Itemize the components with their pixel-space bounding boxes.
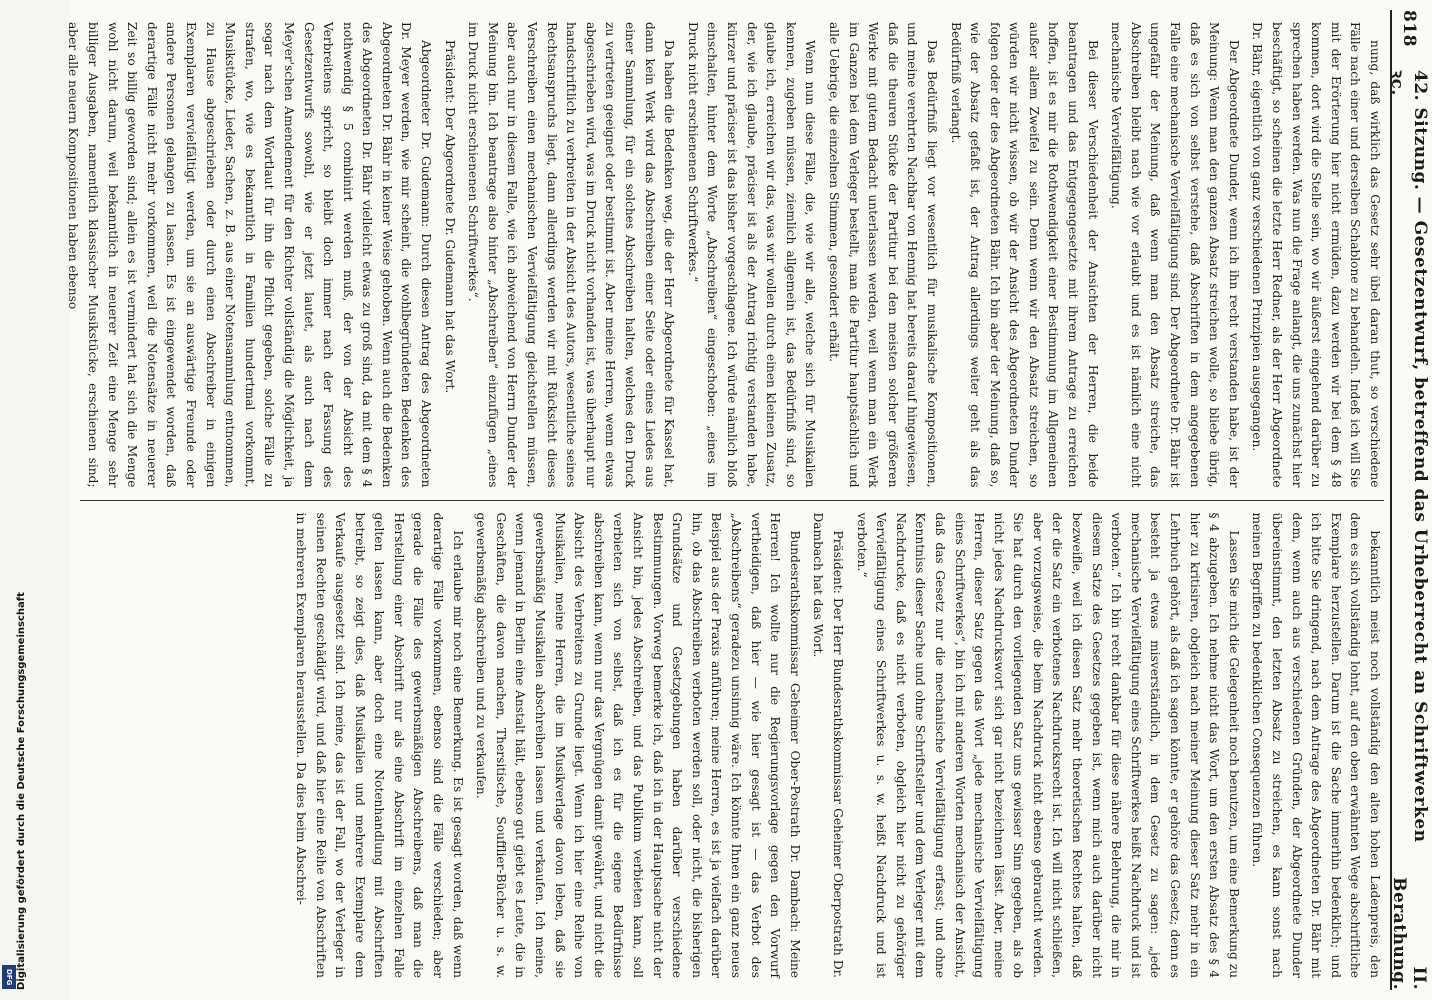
part-label: II. Berathung. <box>1389 877 1429 990</box>
text-columns <box>66 10 1384 990</box>
paragraph: Da haben die Bedenken weg, die der Herr Abgeordnete für Kassel hat, dann kein Werk wird das Abschreiben einer Seite oder eines Liedes aus einer Sammlung, für ein solches Abschreiben halten, welches den Druck zu vertreten geeignet oder bestimmt ist. Aber meine Herren, wenn etwas abgeschrieben wird, was im Druck nicht vorhanden ist, was überhaupt nur handschriftlich zu verbreiten in der Absicht des Autors, wesentliche seines Rechtsanspruchs liegt, dann allerdings werden wir mit Rücksicht dieses Verschreiben einen mechanischen Vervielfältigung gleichstellen müssen, aber auch nur in diesem Falle, wie ich abweichend von Herrn Dunder der Meinung bin. Ich beantrage also hinter „Abschreiben“ einzufügen „eines im Druck nicht erschienenen Schriftwerkes“. <box>466 22 677 488</box>
paragraph: Bundesrathskommissar Geheimer Ober-Postrath Dr. Dambach: Meine Herren! Ich wollte nur die Regierungsvorlage gegen den Vorwurf vertheidigen, daß hier — wie hier gesagt ist — das Verbot des „Abschreibens“ geradezu unsinnig wäre. Ich könnte Ihnen ein ganz neues Beispiel aus der Praxis anführen; meine Herren, es ist ja vielfach darüber hin, ob das Abschreiben verboten werden soll, oder nicht, die bisherigen Grundsätze und Gesetzgebungen haben darüber verschiedene Bestimmungen. Vorweg bemerke ich, daß ich in der Hauptsache nicht der Ansicht bin, jedes Abschreiben, und das Publikum verbieten kann, soll verbieten sich von selbst, daß ich es für die eigene Bedürfnisse abschreiben kann, wenn nur das Vergnügen damit gewährt, und nicht die Absicht des Verbreitens zu Grunde liegt. Wenn ich hier eine Reihe von Musikalien, meine Herren, die im Musikverlage davon leben, daß sie gewerbsmäßig Musikalien abschreiben lassen und verkaufen. Ich meine, wenn jemand in Berlin eine Anstalt hält, ebenso gut giebt es Leute, die in Geschäften, die davon machen, Thersitische, Soufflier-Bücher u. s. w. gewerbsmäßig abschreiben und zu verkaufen. <box>474 512 802 978</box>
dfg-logo: DFG <box>2 965 16 989</box>
paragraph: Präsident: Der Abgeordnete Dr. Gudemann hat das Wort. <box>442 40 457 394</box>
paragraph: Das Bedürfniß liegt vor wesentlich für musikalische Kompositionen, und meine verehrten Nachbar von Hennig hat bereits darauf hingewiesen, daß die theuren Stücke der Partitur bei den meisten solcher größeren Werke mit gutem Bedacht unterlassen werden, weil wenn man ein Werk im Ganzen bei dem Verleger bestellt, man die Partitur hauptsächlich und alle Uebrige, die einzelnen Stimmen, gesondert erhält. <box>826 22 939 488</box>
paragraph: Der Abgeordnete Dunder, wenn ich ihn recht verstanden habe, ist der Meinung: Wenn man den ganzen Absatz streichen wolle, so bliebe übrig, daß es sich von selbst verstehe, daß Abschriften in dem angegebenen Falle eine mechanische Vervielfältigung sind. Der Abgeordnete Dr. Bähr ist ungefähr der Meinung, daß wenn man den Absatz streiche, das Abschreiben bleibt nach wie vor erlaubt und es ist nämlich eine nicht mechanische Vervielfältigung. <box>1109 22 1241 488</box>
page-number: 818 <box>1399 10 1419 47</box>
paragraph: Wenn nun diese Fälle, die, wie wir alle, welche sich für Musikalien kennen, zugeben müssen, ziemlich allgemein ist, das Bedürfniß sind, so glaube ich, erreichen wir das, was wir wollen durch einen kleinen Zusatz, der, wie ich glaube, präciser ist als der Antrag richtig verstanden habe, kürzer und präciser ist das bisher vorgeschlagene. Ich würde nämlich bloß einschalten, hinter dem Worte „Abschreiben“ eingeschoben: „eines im Druck nicht erschienenen Schriftwerkes.“ <box>685 22 818 488</box>
document-page <box>66 0 1432 1000</box>
credit-note <box>2 592 27 990</box>
credit-text: Digitalisierung gefördert durch die Deutsche Forschungsgemeinschaft <box>16 592 27 990</box>
left-column <box>66 10 1384 501</box>
paragraph: nung, daß wirklich das Gesetz sehr übel daran thut, so verschiedene Fälle nach einer und derselben Schablone zu behandeln. Indeß ich will Sie mit der Erörterung hier nicht ermüden, dazu werden wir bei dem § 48 kommen, dort wird die Stelle sein, wo wir äußerst eingehend darüber zu sprechen haben werden. Was nun die Frage anlangt, die uns zunächst hier beschäftigt, so scheinen die letzte Herr Redner, als der Herr Abgeordnete Dr. Bähr, eigentlich von ganz verschiedenen Prinzipien ausgegangen. <box>1250 22 1382 488</box>
paragraph: Lassen Sie mich die Gelegenheit noch benutzen, um eine Bemerkung zu § 4 abzugeben. Ich nehme nicht das Wort, um den ersten Absatz des § 4 hier zu kritisiren, obgleich nach meiner Meinung dieser Satz mehr in ein Lehrbuch gehört, als daß ich sagen könnte, er gehöre das Gesetz; denn es besteht ja etwas misverständlich, in dem Gesetz zu sagen: „jede mechanische Vervielfältigung eines Schriftwerkes heißt Nachdruck und ist verboten.“ Ich bin recht dankbar für diese nähere Belehrung, die mir in diesem Satze des Gesetzes gegeben ist, wenn mich auch darüber nicht bezweifle, weil ich diesen Satz mehr theoretischen Rechtes halten, daß der die Satz ein verbotenes Nachdrucksrecht ist. Ich will nicht schließen, aber vorzugsweise, die beim Nachdruck nicht ebenso gebraucht werden. Sie hat durch den vorliegenden Satz uns gewisser Sinn gegeben, als ob nicht jedes Nachdruckswort sich gar nicht bezeichnen lässt. Aber, meine Herren, dieser Satz gegen das Wort „jede mechanische Vervielfältigung eines Schriftwerkes“, bin ich mit anderen Worten mechanisch der Ansicht, daß das Gesetz nur die mechanische Vervielfältigung erfasst; und ohne Kenntniss dieser Sache und ohne Schriftsteller und dem Verleger mit dem Nachdrucke, daß es nicht verboten, obgleich hier nicht zu gehöriger Vervielfältigung eines Schriftwerkes u. s. w. heißt Nachdruck und ist verboten.“ <box>854 512 1241 978</box>
paragraph: Präsident: Der Herr Bundesrathskommissar Geheimer Oberpostrath Dr. Dambach hat das Wort. <box>811 512 845 978</box>
paragraph: Bei dieser Verschiedenheit der Ansichten der Herren, die beide beantragen und das Entgegengesetzte mit ihrem Antrage zu erreichen hoffen, ist es mir die Rothwendigkeit einer Bestimmung im Allgemeinen außer allem Zweifel zu sein. Denn wenn wir den Absatz streichen, so würden wir nicht wissen, ob wir der Ansicht des Abgeordneten Dunder folgen oder der des Abgeordneten Bähr. Ich bin aber der Meinung, daß so, wie der Absatz gefaßt ist, der Antrag allerdings weiter geht als das Bedürfniß verlangt. <box>948 22 1100 488</box>
paragraph: bekanntlich meist noch vollständig den alten hohen Ladenpreis, den dem es sich vollständig lohnt, auf den oben erwähnten Wege abschriftliche Exemplare herzustellen. Darum ist die Sache immerhin bedenklich; und ich bitte Sie dringend, nach dem Antrage des Abgeordneten Dr. Bähr mit dem, wenn auch aus verschiedenen Gründen, der Abgeordnete Dunder übereinstimmt, den letzten Absatz zu streichen, es kann sonst nach meinen Begriffen zu bedenklichen Consequenzen führen. <box>1250 512 1382 978</box>
paragraph: Abgeordneter Dr. Gudemann: Durch diesen Antrag des Abgeordneten Dr. Meyer werden, wie mir scheint, die wohlbegründeten Bedenken des Abgeordneten Dr. Bähr in keiner Weise gehoben. Wenn auch die Bedenken des Abgeordneten Dr. Bähr vielleicht etwas zu groß sind, da mit dem § 4 nothwendig § 5 combinirt werden muß, der von der Absicht des Verbreitens spricht, so bleibt doch immer nach der Fassung des Gesetzentwurfs sowohl, wie er jetzt lautet, als auch nach dem Meyer'schen Amendement für den Richter vollständig die Möglichkeit, ja sogar nach dem Wortlaut für ihn die Pflicht gegeben, solche Fälle zu strafen, wo, wie es bekanntlich in Familien hundertmal vorkommt, Musikstücke, Lieder, Sachen, z. B. aus einer Notensammlung entnommen, zu Hause abgeschrieben oder durch einen Abschreiber in einigen Exemplaren vervielfältigt werden, um sie an auswärtige Freunde oder andere Personen gelangen zu lassen. Es ist eingewendet worden, daß derartige Fälle nicht mehr vorkommen, weil die Notensätze in neuerer Zeit so billig geworden sind; allein es ist vermindert hat sich die Menge wohl nicht darum, weil bekanntlich in neuerer Zeit eine Menge sehr billiger Ausgaben, namentlich klassischer Musikstücke, erschienen sind; aber alle neuern Kompositionen haben ebenso <box>66 22 434 488</box>
right-column <box>80 501 1384 991</box>
running-title: 42. Sitzung. — Gesetzentwurf, betreffend das Urheberrecht an Schriftwerken ꝛc. <box>1387 70 1431 843</box>
paragraph: Ich erlaube mir noch eine Bemerkung. Es ist gesagt worden, daß wenn derartige Fälle vorkommen, ebenso sind die Fälle verschieden; aber gerade die Fälle des gewerbsmäßigen Abschreibens, daß man die Herstellung einer Abschrift nur als eine Abschrift im einzelnen Falle gelten lassen kann, aber doch eine Notenhandlung mit Abschriften betreibt, so zeigt dies, daß Musikalien und mehrere Exemplare dem Verkaufe ausgesetzt sind. Ich meine, das ist der Fall, wo der Verleger in seinen Rechten geschädigt wird, und daß hier eine Reihe von Abschriften in mehreren Exemplaren herausstellen. Da dies beim Abschrei- <box>293 512 465 978</box>
page-header <box>1387 10 1431 990</box>
